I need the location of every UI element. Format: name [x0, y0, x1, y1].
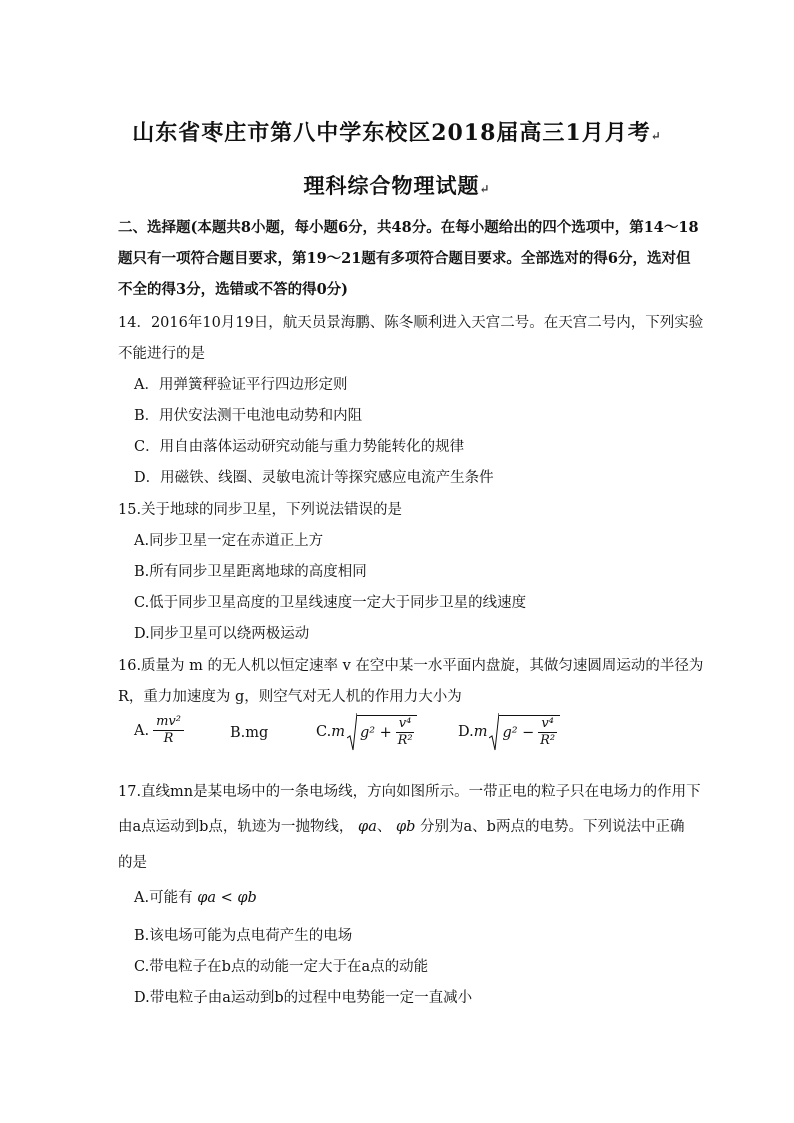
return-mark-icon: ↵	[479, 182, 491, 196]
q16-option-a-label: A.	[134, 722, 150, 739]
q17-stem-line1: 17.直线mn是某电场中的一条电场线，方向如图所示。一带正电的粒子只在电场力的作用下	[118, 784, 701, 800]
radicand-term: g² +	[359, 724, 392, 741]
q16-option-d-mass: m	[473, 724, 488, 740]
q16-option-c	[316, 712, 417, 752]
q14-option-d: D．用磁铁、线圈、灵敏电流计等探究感应电流产生条件	[134, 470, 494, 486]
q16-option-a-fraction	[153, 714, 184, 747]
q17-option-a-expression: φa < φb	[197, 890, 257, 906]
q16-stem-line2: R，重力加速度为 g，则空气对无人机的作用力大小为	[118, 689, 462, 705]
q17-stem-line2	[118, 815, 684, 836]
q14-stem-line2: 不能进行的是	[118, 346, 205, 362]
q16-option-d-radicand	[499, 715, 559, 749]
exam-subtitle	[0, 170, 794, 200]
sqrt-icon	[347, 712, 417, 752]
q15-option-d: D.同步卫星可以绕两极运动	[134, 626, 310, 642]
q15-option-a: A.同步卫星一定在赤道正上方	[134, 533, 324, 549]
q15-option-c: C.低于同步卫星高度的卫星线速度一定大于同步卫星的线速度	[134, 595, 527, 611]
q16-option-c-fraction	[396, 716, 415, 749]
return-mark-icon: ↵	[650, 129, 662, 143]
exam-subtitle-text: 理科综合物理试题	[303, 173, 480, 198]
q16-option-d-fraction	[538, 716, 557, 749]
q16-option-a	[134, 714, 184, 747]
radicand-term: g² −	[502, 724, 535, 741]
exam-title-text: 山东省枣庄市第八中学东校区2018届高三1月月考	[132, 120, 651, 146]
q17-stem-line2-start: 由a点运动到b点，轨迹为一抛物线，	[118, 819, 354, 835]
q16-option-d-label: D.	[458, 724, 474, 740]
q17-stem-line2-end: 分别为a、b两点的电势。下列说法中正确	[420, 819, 685, 835]
phi-a-symbol: φa	[358, 819, 377, 835]
section-instruction-line2: 题只有一项符合题目要求，第19～21题有多项符合题目要求。全部选对的得6分，选对但	[118, 250, 691, 267]
q14-option-a: A．用弹簧秤验证平行四边形定则	[134, 377, 348, 393]
q17-option-a	[134, 886, 257, 907]
q15-stem: 15.关于地球的同步卫星，下列说法错误的是	[118, 502, 403, 518]
section-instruction-line1: 二、选择题(本题共8小题，每小题6分，共48分。在每小题给出的四个选项中，第14～18	[118, 219, 699, 236]
q16-option-c-mass: m	[331, 724, 345, 740]
q17-option-d: D.带电粒子由a运动到b的过程中电势能一定一直减小	[134, 990, 473, 1006]
fraction-denominator: R²	[540, 733, 556, 748]
fraction-denominator: R²	[397, 733, 413, 748]
fraction-numerator: mv²	[153, 714, 184, 731]
phi-b-symbol: φb	[395, 819, 416, 835]
q14-stem-line1: 14．2016年10月19日，航天员景海鹏、陈冬顺利进入天宫二号。在天宫二号内，下列实验	[118, 315, 704, 331]
fraction-numerator: v⁴	[538, 716, 557, 733]
q14-option-c: C．用自由落体运动研究动能与重力势能转化的规律	[134, 439, 465, 455]
q17-stem-line3: 的是	[118, 855, 147, 871]
q16-option-c-radicand	[357, 715, 417, 749]
q15-option-b: B.所有同步卫星距离地球的高度相同	[134, 564, 367, 580]
fraction-denominator: R	[163, 731, 174, 746]
sqrt-icon	[489, 712, 559, 752]
q16-option-d	[458, 712, 560, 752]
q16-option-c-label: C.	[316, 724, 332, 740]
section-instruction-line3: 不全的得3分，选错或不答的得0分)	[118, 281, 349, 298]
q17-option-c: C.带电粒子在b点的动能一定大于在a点的动能	[134, 959, 429, 975]
q17-option-a-text: A.可能有	[134, 890, 193, 906]
q17-separator: 、	[376, 819, 392, 835]
q16-stem-line1: 16.质量为 m 的无人机以恒定速率 v 在空中某一水平面内盘旋，其做匀速圆周运动的半径为	[118, 658, 704, 674]
exam-title	[0, 116, 794, 147]
fraction-numerator: v⁴	[396, 716, 415, 733]
q17-option-b: B.该电场可能为点电荷产生的电场	[134, 928, 353, 944]
q14-option-b: B．用伏安法测干电池电动势和内阻	[134, 408, 363, 424]
q16-option-b: B.mg	[230, 725, 269, 741]
